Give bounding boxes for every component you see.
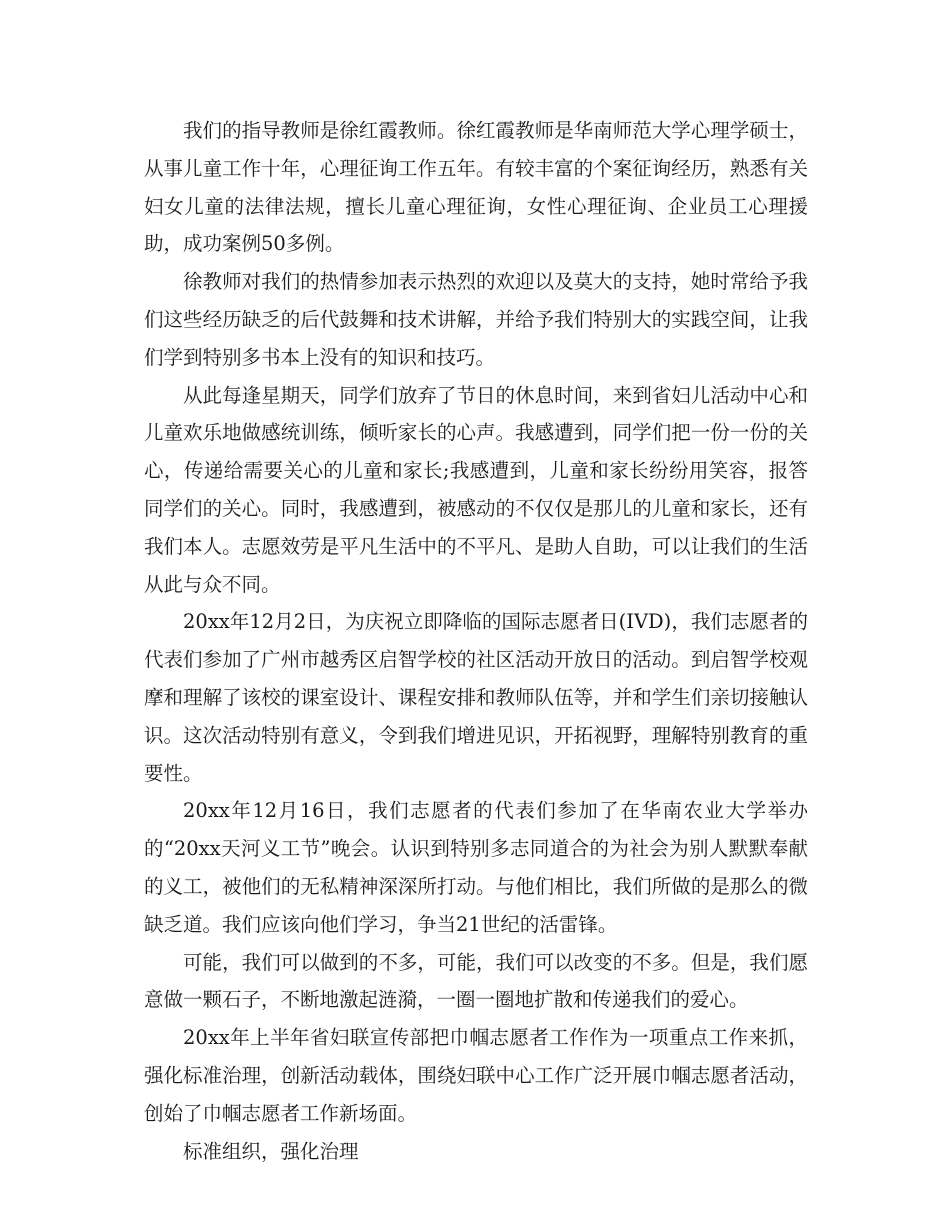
paragraph-teacher-support: 徐教师对我们的热情参加表示热烈的欢迎以及莫大的支持，她时常给予我们这些经历缺乏的后代鼓舞和技术讲解，并给予我们特别大的实践空间，让我们学到特别多书本上没有的知识和技巧。 [144,270,808,369]
paragraph-womens-federation: 20xx年上半年省妇联宣传部把巾帼志愿者工作作为一项重点工作来抓，强化标准治理，创新活动载体，围绕妇联中心工作广泛开展巾帼志愿者活动，创始了巾帼志愿者工作新场面。 [144,1026,808,1125]
paragraph-ripple: 可能，我们可以做到的不多，可能，我们可以改变的不多。但是，我们愿意做一颗石子，不断地激起涟漪，一圈一圈地扩散和传递我们的爱心。 [144,950,808,1012]
paragraph-ivd-event: 20xx年12月2日，为庆祝立即降临的国际志愿者日(IVD)，我们志愿者的代表们参加了广州市越秀区启智学校的社区活动开放日的活动。到启智学校观摩和理解了该校的课室设计、课程安排和教师队伍等，并和学生们亲切接触认识。这次活动特别有意义，令到我们增进见识，开拓视野，理解特别教育的重要性。 [144,610,808,785]
paragraph-instructor-intro: 我们的指导教师是徐红霞教师。徐红霞教师是华南师范大学心理学硕士，从事儿童工作十年，心理征询工作五年。有较丰富的个案征询经历，熟悉有关妇女儿童的法律法规，擅长儿童心理征询，女性心理征询、企业员工心理援助，成功案例50多例。 [144,119,808,256]
paragraph-weekend-training: 从此每逢星期天，同学们放弃了节日的休息时间，来到省妇儿活动中心和儿童欢乐地做感统训练，倾听家长的心声。我感遭到，同学们把一份一份的关心，传递给需要关心的儿童和家长;我感遭到，儿童和家长纷纷用笑容，报答同学们的关心。同时，我感遭到，被感动的不仅仅是那儿的儿童和家长，还有我们本人。志愿效劳是平凡生活中的不平凡、是助人自助，可以让我们的生活从此与众不同。 [144,383,808,596]
section-heading-standard-organization: 标准组织，强化治理 [183,1139,359,1163]
paragraph-volunteer-festival: 20xx年12月16日，我们志愿者的代表们参加了在华南农业大学举办的“20xx天河义工节”晚会。认识到特别多志同道合的为社会为别人默默奉献的义工，被他们的无私精神深深所打动。与他们相比，我们所做的是那么的微缺乏道。我们应该向他们学习，争当21世纪的活雷锋。 [144,799,808,936]
document-body [144,112,808,1170]
